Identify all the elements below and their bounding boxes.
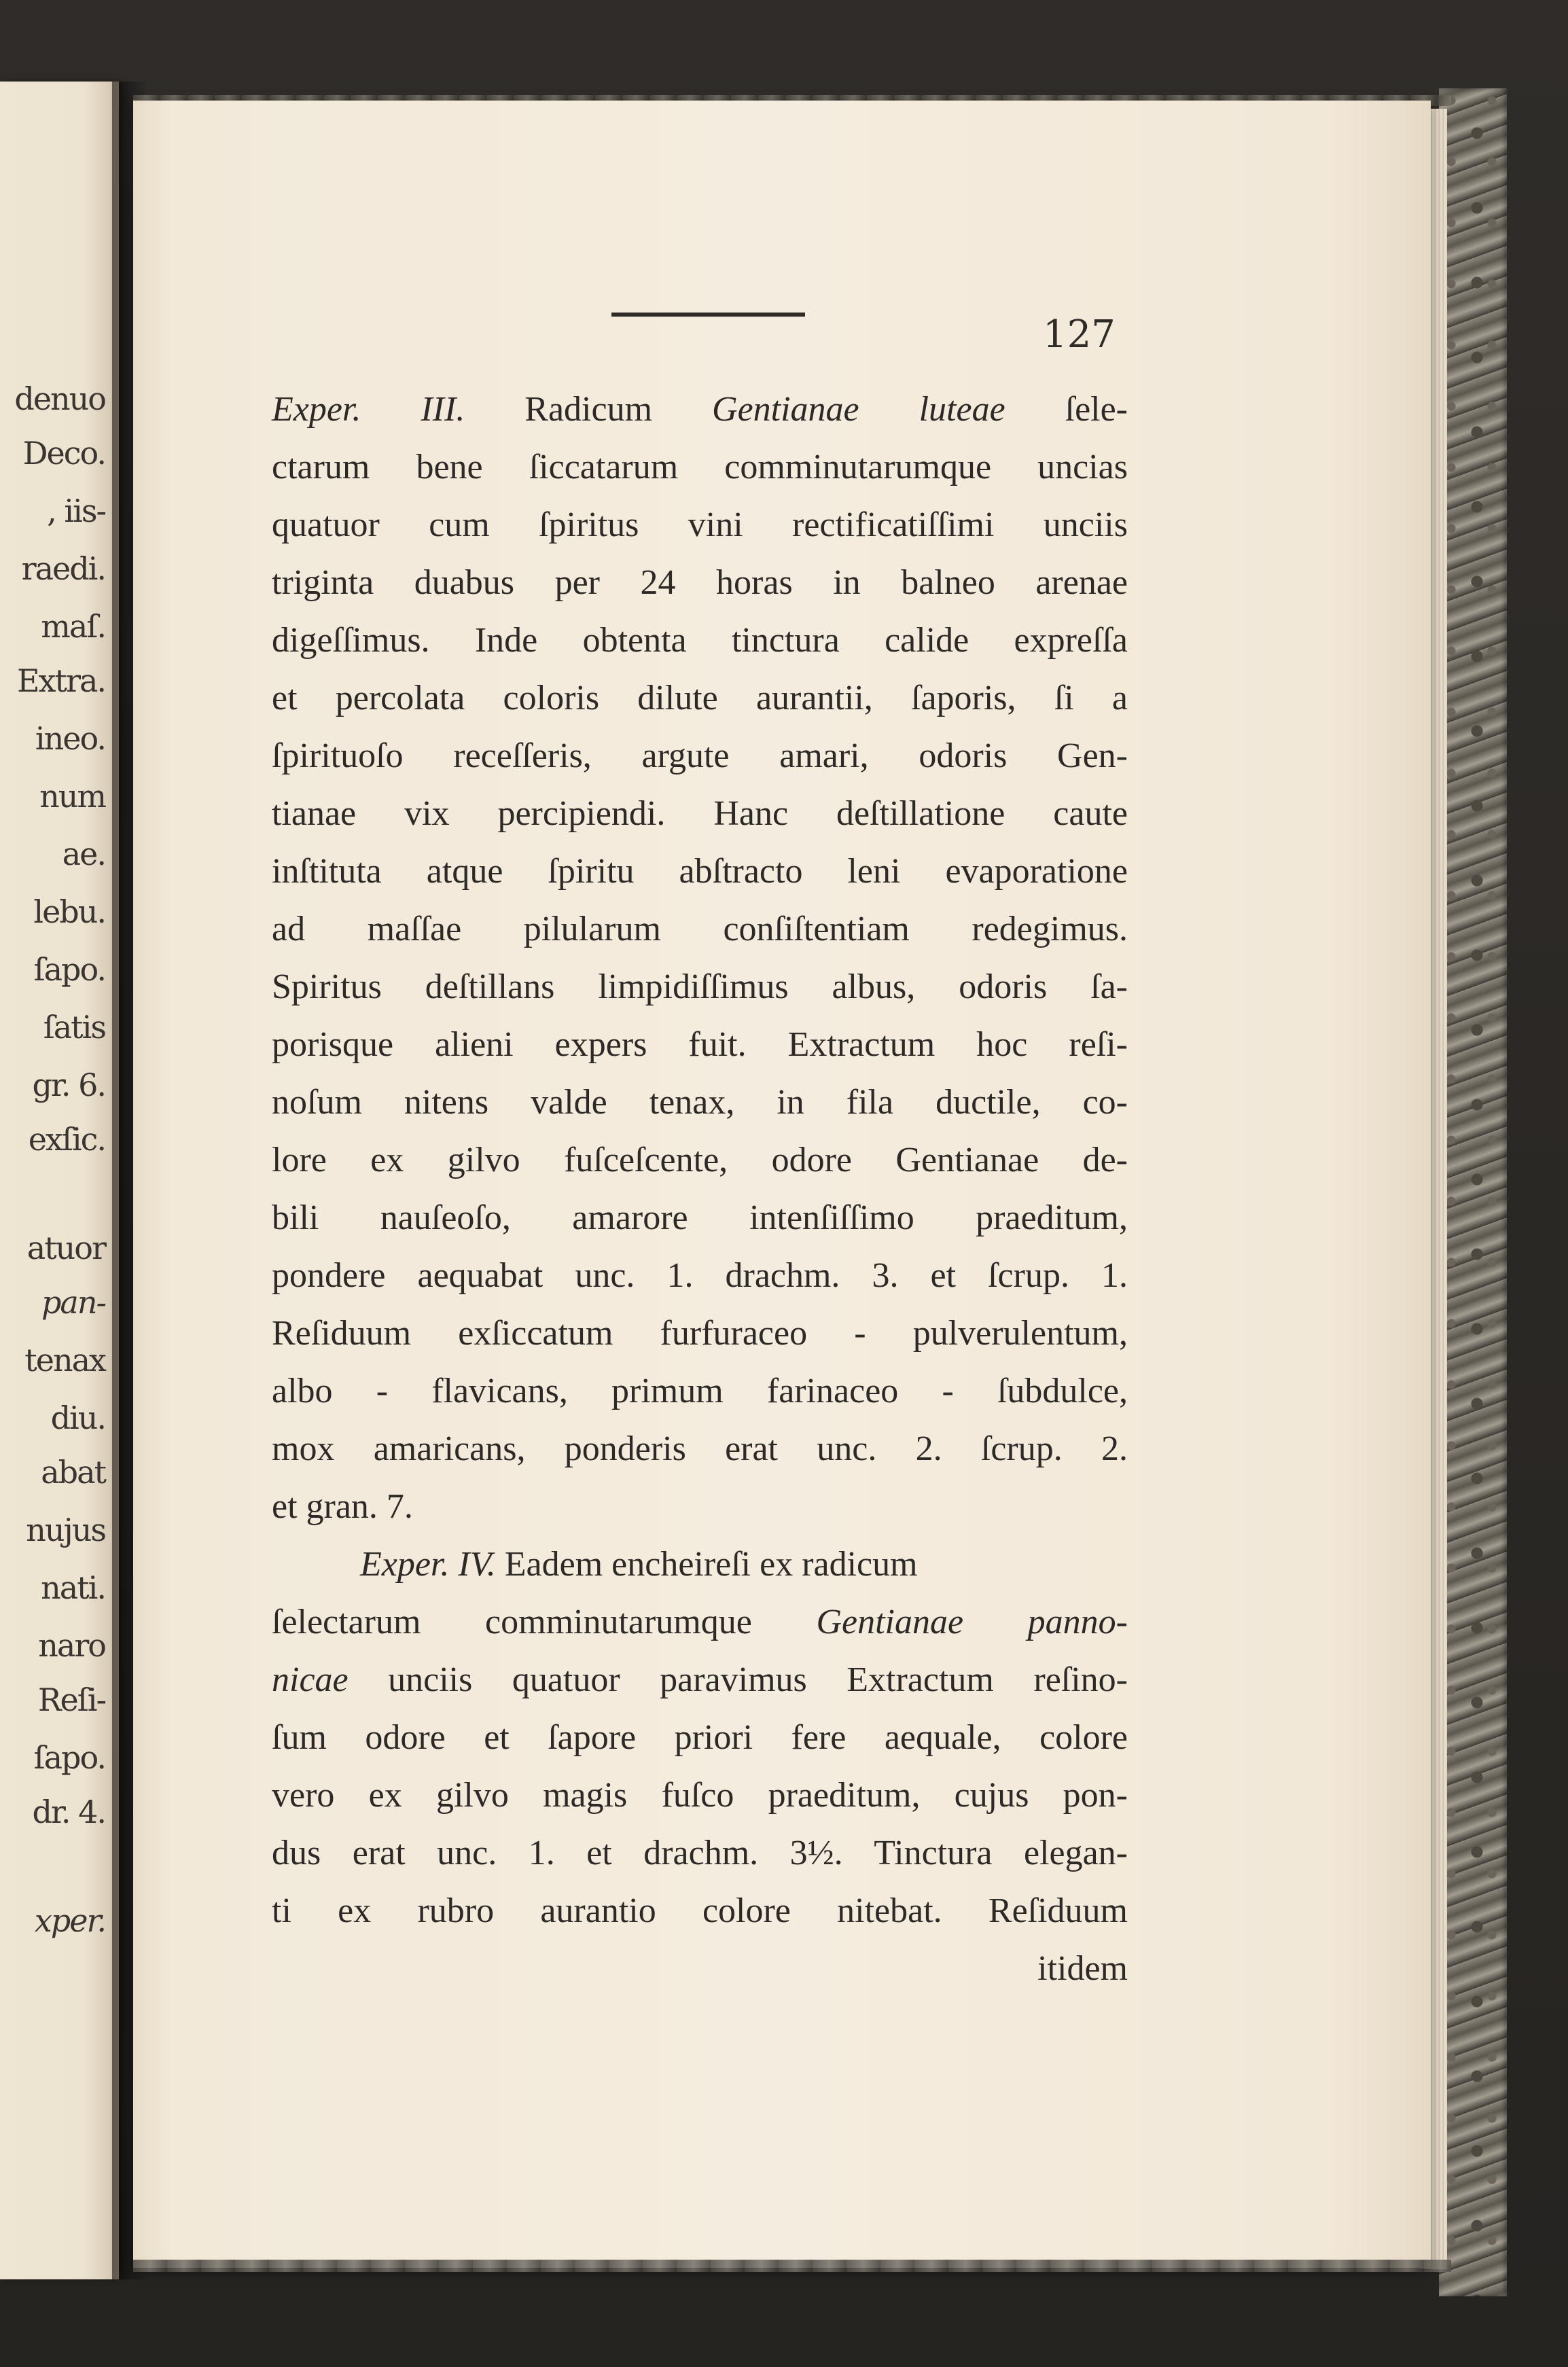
text-line — [272, 1131, 1128, 1189]
text-line — [272, 785, 1128, 842]
text-line — [272, 1016, 1128, 1073]
bottom-cover-edge — [133, 2260, 1451, 2272]
text-run: inſtituta atque ſpiritu abſtracto leni evaporatione — [272, 852, 1128, 891]
left-page-line: ſatis — [43, 1009, 105, 1046]
text-run: Radicum — [465, 390, 713, 429]
left-page-line: ſapo. — [33, 1739, 105, 1776]
text-run: itidem — [1037, 1949, 1128, 1988]
text-line — [272, 727, 1128, 785]
left-page-line: naro — [38, 1627, 105, 1664]
text-line — [272, 1766, 1128, 1824]
text-run: et gran. 7. — [272, 1487, 413, 1526]
left-page-line: ſapo. — [33, 951, 105, 988]
text-run: quatuor cum ſpiritus vini rectificatiſſimi unciis — [272, 505, 1128, 544]
text-line — [272, 1709, 1128, 1766]
left-page-line: exſic. — [28, 1121, 105, 1158]
text-run: vero ex gilvo magis fuſco praeditum, cujus pon- — [272, 1776, 1128, 1815]
left-page-line: Reſi- — [37, 1681, 105, 1718]
left-page-line: denuo — [14, 380, 105, 417]
text-run: lore ex gilvo fuſceſcente, odore Gentianae de- — [272, 1141, 1128, 1179]
text-line — [272, 1304, 1128, 1362]
text-run: noſum nitens valde tenax, in fila ductile, co- — [272, 1083, 1128, 1122]
page-number: 127 — [1043, 313, 1116, 357]
left-page-line: ineo. — [35, 720, 105, 757]
left-page-text-fragments — [0, 82, 119, 2279]
text-line — [272, 1189, 1128, 1247]
left-page-line: tenax — [24, 1342, 105, 1378]
text-run: Spiritus deſtillans limpidiſſimus albus, odoris ſa- — [272, 967, 1128, 1006]
left-page-line: abat — [41, 1454, 105, 1491]
text-run: porisque alieni expers fuit. Extractum hoc reſi- — [272, 1025, 1128, 1064]
text-line — [272, 1651, 1128, 1709]
text-run: tianae vix percipiendi. Hanc deſtillatione caute — [272, 794, 1128, 833]
left-page-line: Deco. — [22, 435, 105, 471]
text-run: mox amaricans, ponderis erat unc. 2. ſcrup. 2. — [272, 1429, 1128, 1468]
left-page-line: , iis- — [47, 493, 105, 529]
text-line — [272, 1535, 1128, 1593]
text-run: digeſſimus. Inde obtenta tinctura calide expreſſa — [272, 621, 1128, 660]
left-page-line: nati. — [41, 1569, 105, 1606]
text-run: ti ex rubro aurantio colore nitebat. Reſiduum — [272, 1891, 1128, 1930]
left-page-line: Extra. — [16, 662, 105, 699]
left-page-line: nujus — [26, 1512, 105, 1548]
body-text — [272, 380, 1128, 1997]
italic-text-run: nicae — [272, 1660, 349, 1699]
text-run: dus erat unc. 1. et drachm. 3½. Tinctura elegan- — [272, 1834, 1128, 1872]
italic-text-run: Gentianae luteae — [712, 390, 1005, 429]
left-page-line: raedi. — [21, 550, 105, 587]
text-run: albo - flavicans, primum farinaceo - ſubdulce, — [272, 1372, 1128, 1410]
text-line — [272, 554, 1128, 611]
text-line — [272, 496, 1128, 554]
text-line — [272, 438, 1128, 496]
left-page-line: dr. 4. — [32, 1794, 105, 1830]
left-page-line: lebu. — [33, 893, 105, 930]
left-page-line: num — [39, 778, 105, 815]
text-line — [272, 1882, 1128, 1940]
left-page-line: gr. 6. — [32, 1067, 105, 1103]
text-line — [272, 669, 1128, 727]
left-page-line: diu. — [50, 1400, 105, 1436]
text-run: ſum odore et ſapore priori fere aequale, colore — [272, 1718, 1128, 1757]
marbled-cover-board — [1439, 88, 1507, 2296]
text-line — [272, 380, 1128, 438]
text-run: bili nauſeoſo, amarore intenſiſſimo praeditum, — [272, 1198, 1128, 1237]
text-run: ad maſſae pilularum conſiſtentiam redegimus. — [272, 910, 1128, 948]
text-line — [272, 1073, 1128, 1131]
text-line — [272, 1593, 1128, 1651]
text-run: ſpirituoſo receſſeris, argute amari, odoris Gen- — [272, 736, 1128, 775]
text-line — [272, 1362, 1128, 1420]
left-page-line: maſ. — [41, 608, 105, 645]
text-line — [272, 1940, 1128, 1997]
italic-text-run: Exper. III. — [272, 390, 465, 429]
text-run: Reſiduum exſiccatum furfuraceo - pulverulentum, — [272, 1314, 1128, 1353]
text-run: ſelectarum comminutarumque — [272, 1603, 817, 1641]
text-run: et percolata coloris dilute aurantii, ſaporis, ſi a — [272, 679, 1128, 717]
text-line — [272, 611, 1128, 669]
left-page-line: pan- — [41, 1284, 105, 1321]
header-rule — [611, 313, 805, 317]
text-line — [272, 842, 1128, 900]
left-facing-page — [0, 82, 119, 2279]
text-line — [272, 1247, 1128, 1304]
left-page-line: atuor — [26, 1230, 105, 1266]
italic-text-run: Gentianae panno- — [816, 1603, 1128, 1641]
text-line — [272, 958, 1128, 1016]
text-run: Eadem encheireſi ex radicum — [495, 1545, 918, 1584]
text-line — [272, 1478, 1128, 1535]
text-run: ſele- — [1005, 390, 1128, 429]
italic-text-run: Exper. IV. — [360, 1545, 496, 1584]
text-line — [272, 900, 1128, 958]
text-run: pondere aequabat unc. 1. drachm. 3. et ſcrup. 1. — [272, 1256, 1128, 1295]
text-run: ctarum bene ſiccatarum comminutarumque uncias — [272, 448, 1128, 486]
left-page-line: ae. — [62, 836, 105, 872]
text-line — [272, 1824, 1128, 1882]
text-run: unciis quatuor paravimus Extractum reſino- — [348, 1660, 1128, 1699]
left-page-line: xper. — [34, 1902, 105, 1939]
text-line — [272, 1420, 1128, 1478]
text-run: triginta duabus per 24 horas in balneo arenae — [272, 563, 1128, 602]
